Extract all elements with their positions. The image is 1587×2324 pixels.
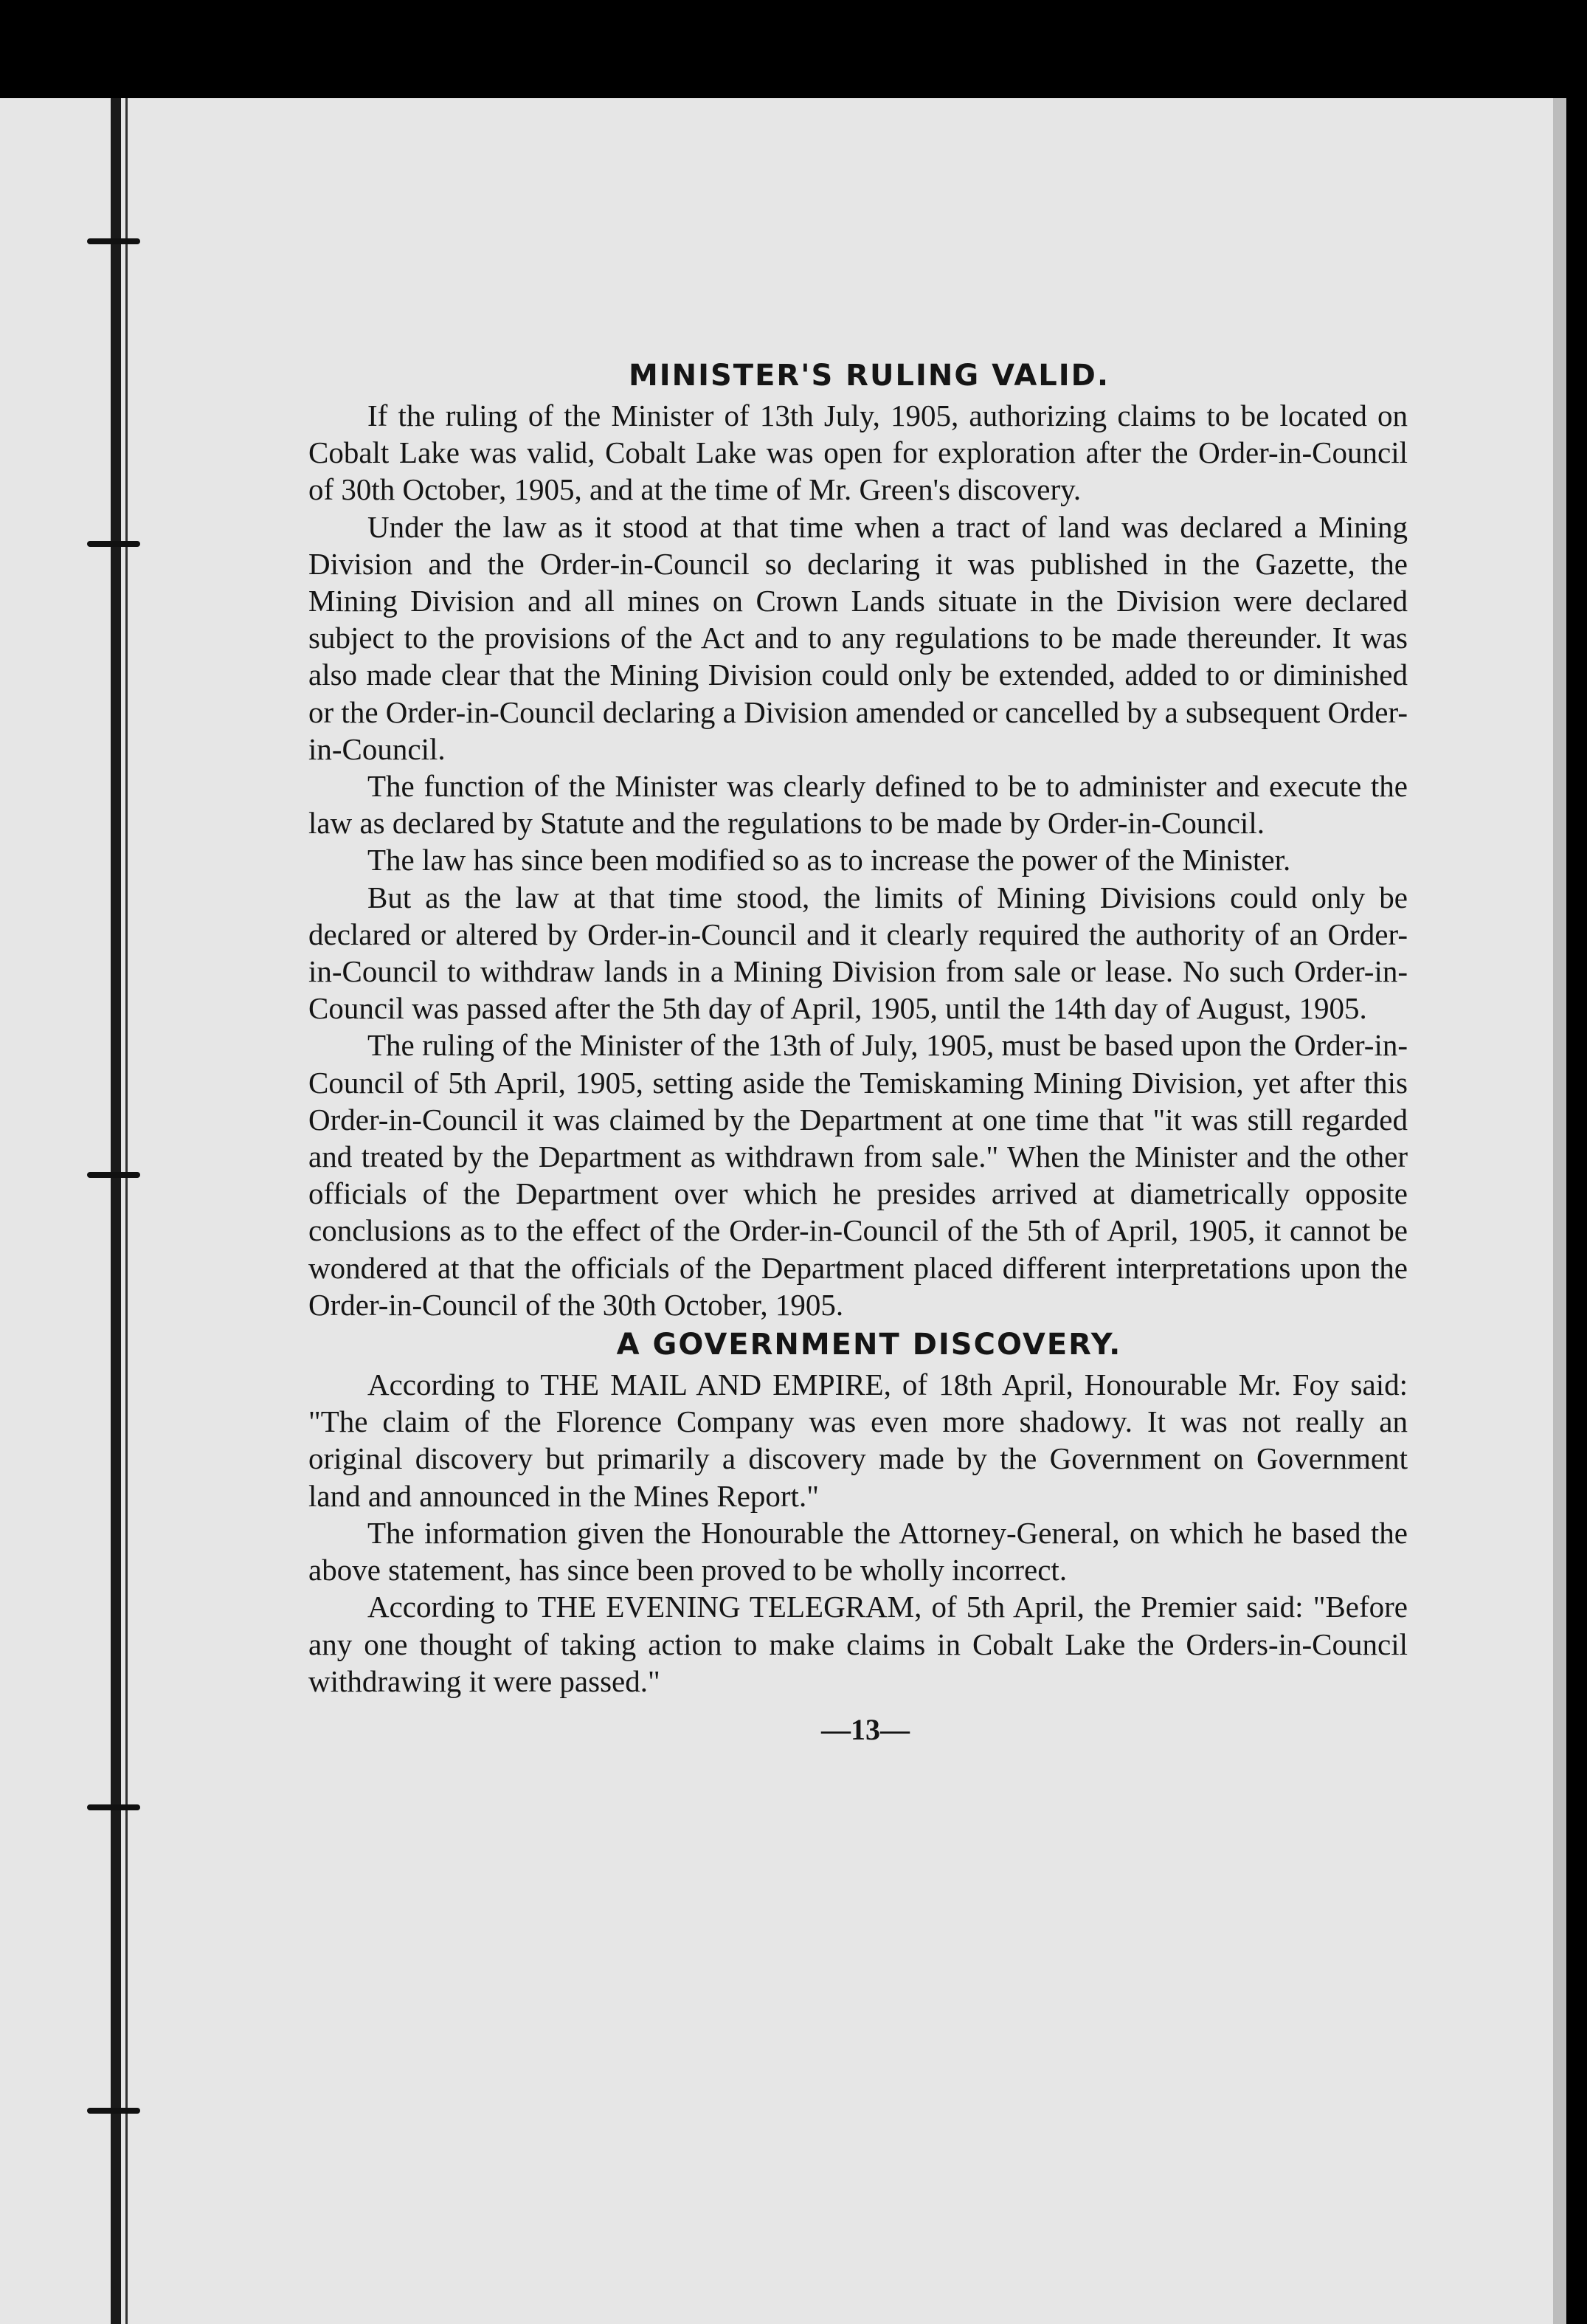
binding-stitch [87,541,140,547]
page-number: —13— [821,1712,910,1746]
binding-stitch [87,2108,140,2114]
paragraph: The information given the Honourable the Attorney-General, on which he based the above statement, has since been proved to be wholly incorrect. [308,1515,1408,1587]
document-body [308,251,1408,1748]
binding-stitch [87,238,140,244]
paragraph: The ruling of the Minister of the 13th of July, 1905, must be based upon the Order-in-Council of 5th April, 1905, setting aside the Temiskaming Mining Division, yet after this Order-in-Council it was claimed by the Department at one time that "it was still regarded and treated by the Department as withdrawn from sale." When the Minister and the other officials of the Department over which he presides arrived at diametrically opposite conclusions as to the effect of the Order-in-Council of the 5th of April, 1905, it cannot be wondered at that the officials of the Department placed different interpretations upon the Order-in-Council of the 30th October, 1905. [308,1028,1408,1322]
binding-stitch [87,1804,140,1810]
section-heading: MINISTER'S RULING VALID. [628,359,1110,393]
section-heading: A GOVERNMENT DISCOVERY. [616,1328,1122,1362]
page-right-edge [1553,98,1566,2324]
binding-edge [111,98,121,2324]
paragraph: If the ruling of the Minister of 13th July, 1905, authorizing claims to be located on Cobalt Lake was valid, Cobalt Lake was open for exploration after the Order-in-Council of 30th October, 1905, and at the time of Mr. Green's discovery. [308,399,1408,507]
paragraph: But as the law at that time stood, the limits of Mining Divisions could only be declared or altered by Order-in-Council and it clearly required the authority of an Order-in-Council to withdraw lands in a Mining Division from sale or lease. No such Order-in-Council was passed after the 5th day of April, 1905, until the 14th day of August, 1905. [308,880,1408,1026]
paragraph: According to THE MAIL AND EMPIRE, of 18th April, Honourable Mr. Foy said: "The claim of the Florence Company was even more shadowy. It was not really an original discovery but primarily a discovery made by the Government on Government land and announced in the Mines Report." [308,1368,1408,1513]
binding-inner-line [125,98,128,2324]
binding-stitch [87,1172,140,1178]
document-page [0,98,1566,2324]
paragraph: The law has since been modified so as to increase the power of the Minister. [367,843,1291,877]
paragraph: The function of the Minister was clearly defined to be to administer and execute the law as declared by Statute and the regulations to be made by Order-in-Council. [308,769,1408,841]
paragraph: According to THE EVENING TELEGRAM, of 5th April, the Premier said: "Before any one thought of taking action to make claims in Cobalt Lake the Orders-in-Council withdrawing it were passed." [308,1590,1408,1698]
paragraph: Under the law as it stood at that time when a tract of land was declared a Mining Division and the Order-in-Council so declaring it was published in the Gazette, the Mining Division and all mines on Crown Lands situate in the Division were declared subject to the provisions of the Act and to any regulations to be made thereunder. It was also made clear that the Mining Division could only be extended, added to or diminished or the Order-in-Council declaring a Division amended or cancelled by a subsequent Order-in-Council. [308,509,1408,766]
